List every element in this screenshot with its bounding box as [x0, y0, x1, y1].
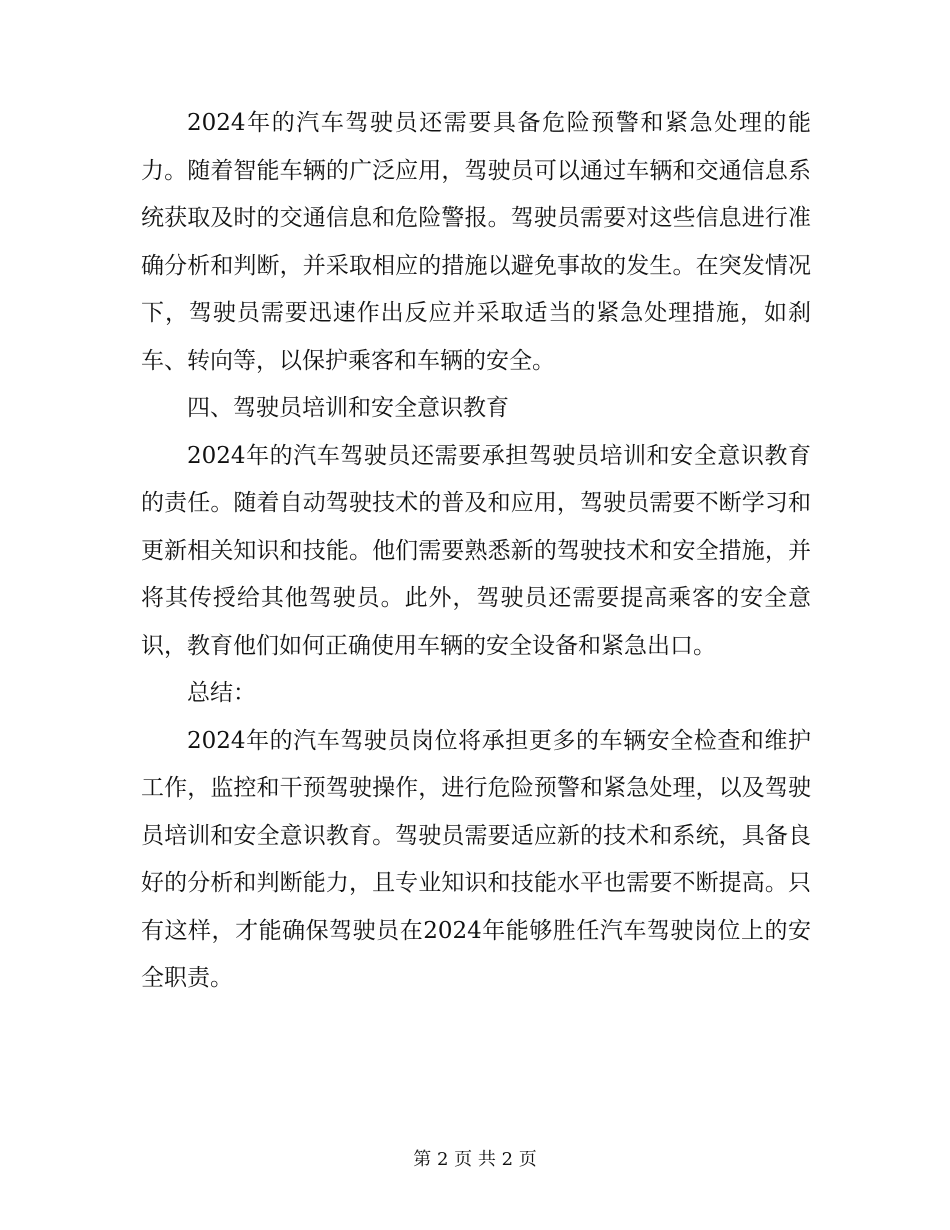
- paragraph-emergency-handling: 2024年的汽车驾驶员还需要具备危险预警和紧急处理的能力。随着智能车辆的广泛应用，驾驶员可以通过车辆和交通信息系统获取及时的交通信息和危险警报。驾驶员需要对这些信息进行准确分析和判断，并采取相应的措施以避免事故的发生。在突发情况下，驾驶员需要迅速作出反应并采取适当的紧急处理措施，如刹车、转向等，以保护乘客和车辆的安全。: [141, 110, 811, 374]
- document-body: [141, 100, 811, 1003]
- summary-heading: 总结：: [187, 680, 256, 706]
- paragraph-summary: 2024年的汽车驾驶员岗位将承担更多的车辆安全检查和维护工作，监控和干预驾驶操作，进行危险预警和紧急处理，以及驾驶员培训和安全意识教育。驾驶员需要适应新的技术和系统，具备良好的分析和判断能力，且专业知识和技能水平也需要不断提高。只有这样，才能确保驾驶员在2024年能够胜任汽车驾驶岗位上的安全职责。: [141, 727, 811, 991]
- section-heading-training: 四、驾驶员培训和安全意识教育: [187, 395, 509, 421]
- paragraph-training-education: 2024年的汽车驾驶员还需要承担驾驶员培训和安全意识教育的责任。随着自动驾驶技术的普及和应用，驾驶员需要不断学习和更新相关知识和技能。他们需要熟悉新的驾驶技术和安全措施，并将其传授给其他驾驶员。此外，驾驶员还需要提高乘客的安全意识，教育他们如何正确使用车辆的安全设备和紧急出口。: [141, 442, 811, 659]
- page-number: 第 2 页 共 2 页: [413, 1149, 537, 1170]
- page-footer: [0, 1148, 950, 1172]
